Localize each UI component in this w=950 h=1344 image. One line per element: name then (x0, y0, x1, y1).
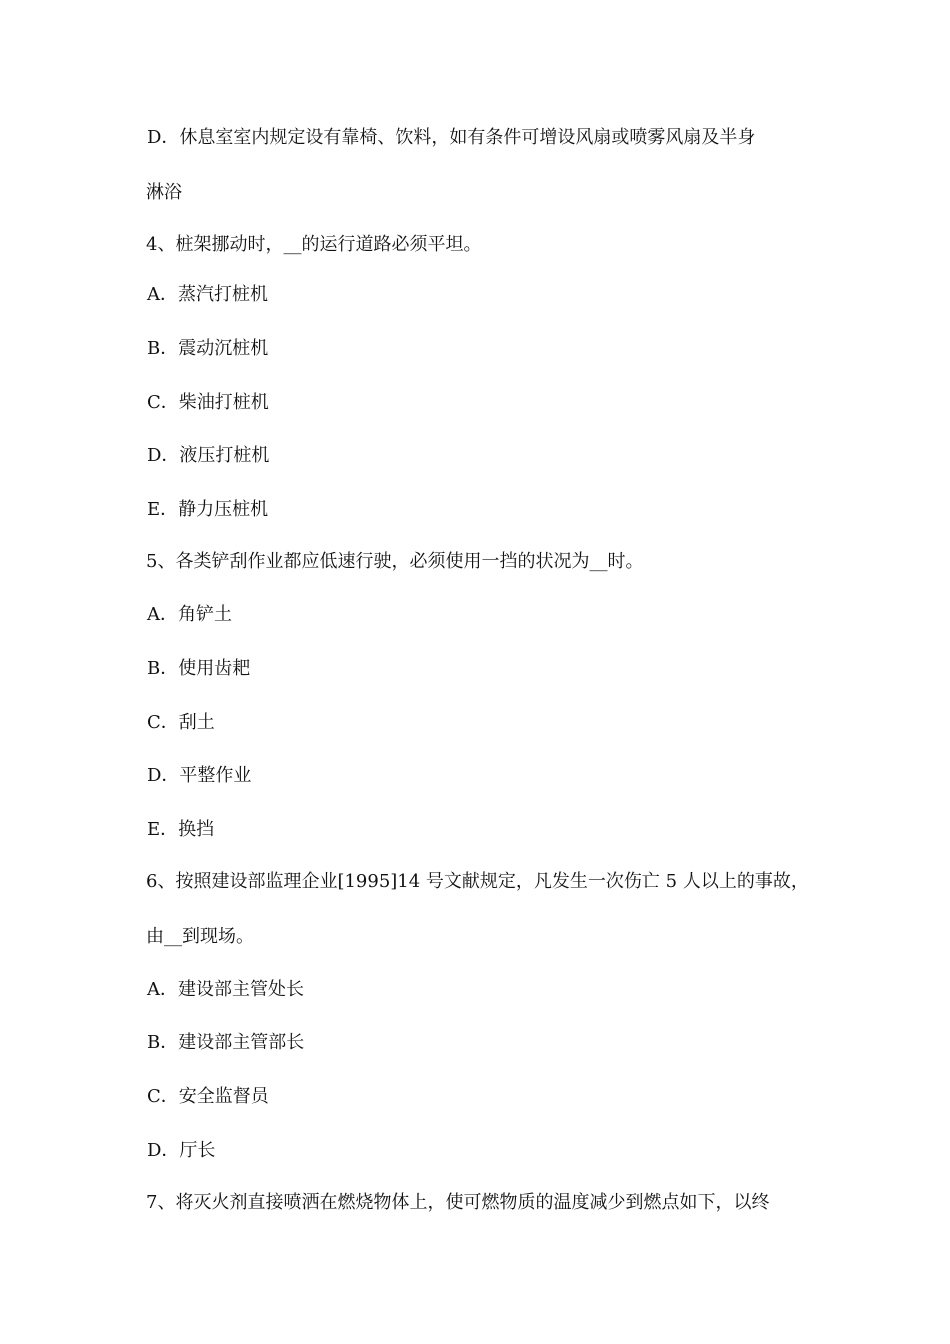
option-line: C．柴油打桩机 (147, 392, 269, 413)
option-line: A．建设部主管处长 (147, 979, 304, 1000)
option-line: E．换挡 (147, 819, 215, 840)
question-7: 7、将灭火剂直接喷洒在燃烧物体上，使可燃物质的温度减少到燃点如下，以终 (146, 1192, 770, 1213)
option-line: A．角铲土 (147, 604, 232, 625)
option-line: C．安全监督员 (147, 1086, 269, 1107)
option-line: A．蒸汽打桩机 (147, 284, 268, 305)
question-4: 4、桩架挪动时，__的运行道路必须平坦。 (146, 234, 482, 255)
option-line: E．静力压桩机 (147, 499, 269, 520)
option-line: B．建设部主管部长 (147, 1032, 305, 1053)
question-6: 6、按照建设部监理企业[1995]14 号文献规定，凡发生一次伤亡 5 人以上的事故， (146, 871, 809, 892)
question-5: 5、各类铲刮作业都应低速行驶，必须使用一挡的状况为__时。 (146, 551, 644, 572)
option-line: C．刮土 (147, 712, 215, 733)
continuation-line: 淋浴 (146, 182, 182, 203)
option-line: B．使用齿耙 (147, 658, 251, 679)
option-line: D．液压打桩机 (147, 445, 270, 466)
option-line: D．厅长 (147, 1140, 216, 1161)
option-line: D．平整作业 (147, 765, 252, 786)
continuation-line: 由__到现场。 (146, 926, 254, 947)
option-line: B．震动沉桩机 (147, 338, 269, 359)
option-line: D．休息室室内规定设有靠椅、饮料，如有条件可增设风扇或喷雾风扇及半身 (147, 127, 756, 148)
